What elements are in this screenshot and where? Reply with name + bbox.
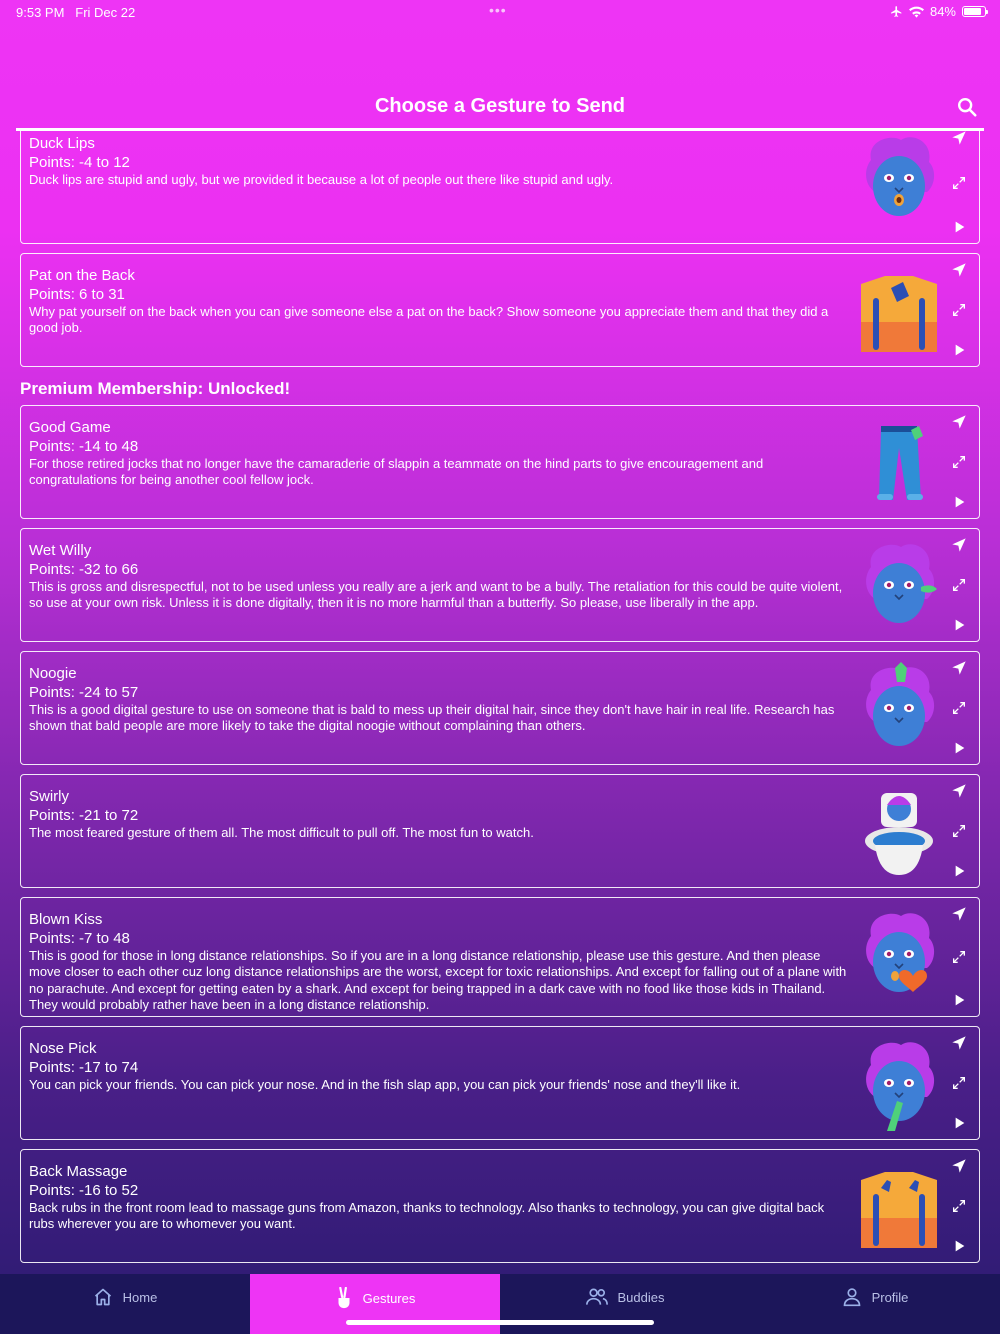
gesture-card[interactable] [20,897,980,1017]
play-icon[interactable] [951,863,967,879]
gesture-points: Points: -14 to 48 [29,438,139,455]
gesture-title: Noogie [29,665,77,682]
gesture-points: Points: -24 to 57 [29,684,139,701]
gesture-actions [949,1158,969,1254]
tab-label: Profile [871,1289,909,1305]
gesture-actions [949,131,969,235]
play-icon[interactable] [951,1115,967,1131]
gesture-description: For those retired jocks that no longer have the camaraderie of slappin a teammate on the hind parts to give encouragement and congratulations for being another cool fellow jock. [29,456,764,488]
header [0,88,1000,128]
play-icon[interactable] [951,617,967,633]
tab-label: Buddies [617,1289,665,1305]
play-icon[interactable] [951,1238,967,1254]
gesture-title: Nose Pick [29,1040,97,1057]
status-bar [0,0,1000,26]
duck-lips-face-icon[interactable] [851,131,947,226]
tab-bar [0,1274,1000,1334]
expand-icon[interactable] [951,700,967,716]
gesture-actions [949,414,969,510]
send-icon[interactable] [951,1158,967,1174]
gesture-list[interactable] [0,131,1000,1274]
airplane-icon [890,5,903,18]
buddies-icon [586,1287,608,1307]
send-icon[interactable] [951,1035,967,1051]
search-icon[interactable] [956,96,978,118]
gesture-description: The most feared gesture of them all. The most difficult to pull off. The most fun to watch. [29,825,534,840]
gesture-description: This is gross and disrespectful, not to be used unless you really are a jerk and want to be a bully. The retaliation for this could be quite violent, so use at your own risk. Unless it is done digitally, then it is no more harmful than a butterfly. So please, use liberally in the app. [29,579,843,611]
gesture-points: Points: 6 to 31 [29,286,125,303]
wifi-icon [909,6,924,18]
play-icon[interactable] [951,494,967,510]
tab-buddies[interactable] [500,1274,750,1334]
play-icon[interactable] [951,740,967,756]
play-icon[interactable] [951,342,967,358]
expand-icon[interactable] [951,577,967,593]
status-indicators [890,4,986,19]
send-icon[interactable] [951,131,967,146]
send-icon[interactable] [951,906,967,922]
play-icon[interactable] [951,219,967,235]
tab-profile[interactable] [750,1274,1000,1334]
send-icon[interactable] [951,262,967,278]
jeans-slap-icon[interactable] [851,414,947,510]
expand-icon[interactable] [951,175,967,191]
multitasking-dots[interactable]: ••• [489,2,507,18]
expand-icon[interactable] [951,823,967,839]
profile-icon [842,1287,862,1307]
wet-willy-face-icon[interactable] [851,537,947,633]
gesture-actions [949,537,969,633]
battery-percent: 84% [929,4,956,19]
gesture-actions [949,660,969,756]
gesture-actions [949,906,969,1008]
gesture-description: You can pick your friends. You can pick your nose. And in the fish slap app, you can pick your friends' nose and they'll like it. [29,1077,741,1092]
page-title: Choose a Gesture to Send [374,95,626,117]
send-icon[interactable] [951,783,967,799]
tab-label: Home [122,1289,158,1305]
gesture-title: Good Game [29,419,111,436]
expand-icon[interactable] [951,1075,967,1091]
play-icon[interactable] [951,992,967,1008]
tab-home[interactable] [0,1274,250,1334]
tab-label: Gestures [362,1290,416,1306]
gesture-description: This is good for those in long distance relationships. So if you are in a long distance relationship, please use this gesture. And then please move closer to each other cuz long distance relationships are the worst, except for toxic relationships. And except for falling out of a plane with no parachute. And except for getting eaten by a shark. And except for being trapped in a dark cave with no food like those kids in Thailand. They would probably rather have been in a long distance relationship. [29,948,847,1012]
tab-gestures[interactable] [250,1274,500,1334]
nose-pick-face-icon[interactable] [851,1035,947,1131]
gesture-title: Pat on the Back [29,267,135,284]
gesture-card[interactable] [20,774,980,888]
gesture-actions [949,783,969,879]
gesture-actions [949,262,969,358]
gesture-points: Points: -21 to 72 [29,807,139,824]
gesture-card[interactable] [20,253,980,367]
gesture-actions [949,1035,969,1131]
back-massage-icon[interactable] [851,1158,947,1254]
send-icon[interactable] [951,537,967,553]
gesture-description: This is a good digital gesture to use on someone that is bald to mess up their digital hair, since they don't have hair in real life. Research has shown that bald people are more likely to take the digital noogie without complaining than others. [29,702,835,734]
toilet-swirly-icon[interactable] [851,783,947,879]
gesture-points: Points: -16 to 52 [29,1182,139,1199]
noogie-face-icon[interactable] [851,660,947,756]
blown-kiss-face-icon[interactable] [851,906,947,1002]
send-icon[interactable] [951,414,967,430]
gesture-card[interactable] [20,1026,980,1140]
gesture-title: Back Massage [29,1163,128,1180]
expand-icon[interactable] [951,1198,967,1214]
gesture-card[interactable] [20,405,980,519]
gesture-title: Wet Willy [29,542,92,559]
send-icon[interactable] [951,660,967,676]
gesture-points: Points: -7 to 48 [29,930,130,947]
peace-hand-icon [335,1287,353,1309]
expand-icon[interactable] [951,454,967,470]
gesture-description: Why pat yourself on the back when you can give someone else a pat on the back? Show someone you appreciate them and that they did a good job. [29,304,829,336]
home-icon [93,1287,113,1307]
gesture-card[interactable] [20,528,980,642]
gesture-title: Swirly [29,788,69,805]
status-time: 9:53 PM Fri Dec 22 [16,5,136,20]
gesture-points: Points: -4 to 12 [29,154,130,171]
gesture-description: Back rubs in the front room lead to massage guns from Amazon, thanks to technology. Also thanks to technology, you can give digital back rubs wherever you are to whomever you want. [29,1200,825,1232]
home-indicator [346,1320,654,1325]
expand-icon[interactable] [951,302,967,318]
gesture-points: Points: -32 to 66 [29,561,139,578]
pat-on-back-icon[interactable] [851,262,947,358]
gesture-card[interactable] [20,651,980,765]
expand-icon[interactable] [951,949,967,965]
gesture-title: Duck Lips [29,135,95,152]
battery-icon [962,6,986,17]
gesture-description: Duck lips are stupid and ugly, but we provided it because a lot of people out there like stupid and ugly. [29,172,614,187]
premium-heading: Premium Membership: Unlocked! [20,379,291,398]
gesture-card[interactable] [20,1149,980,1263]
gesture-card[interactable] [20,131,980,244]
gesture-points: Points: -17 to 74 [29,1059,139,1076]
gesture-title: Blown Kiss [29,911,103,928]
